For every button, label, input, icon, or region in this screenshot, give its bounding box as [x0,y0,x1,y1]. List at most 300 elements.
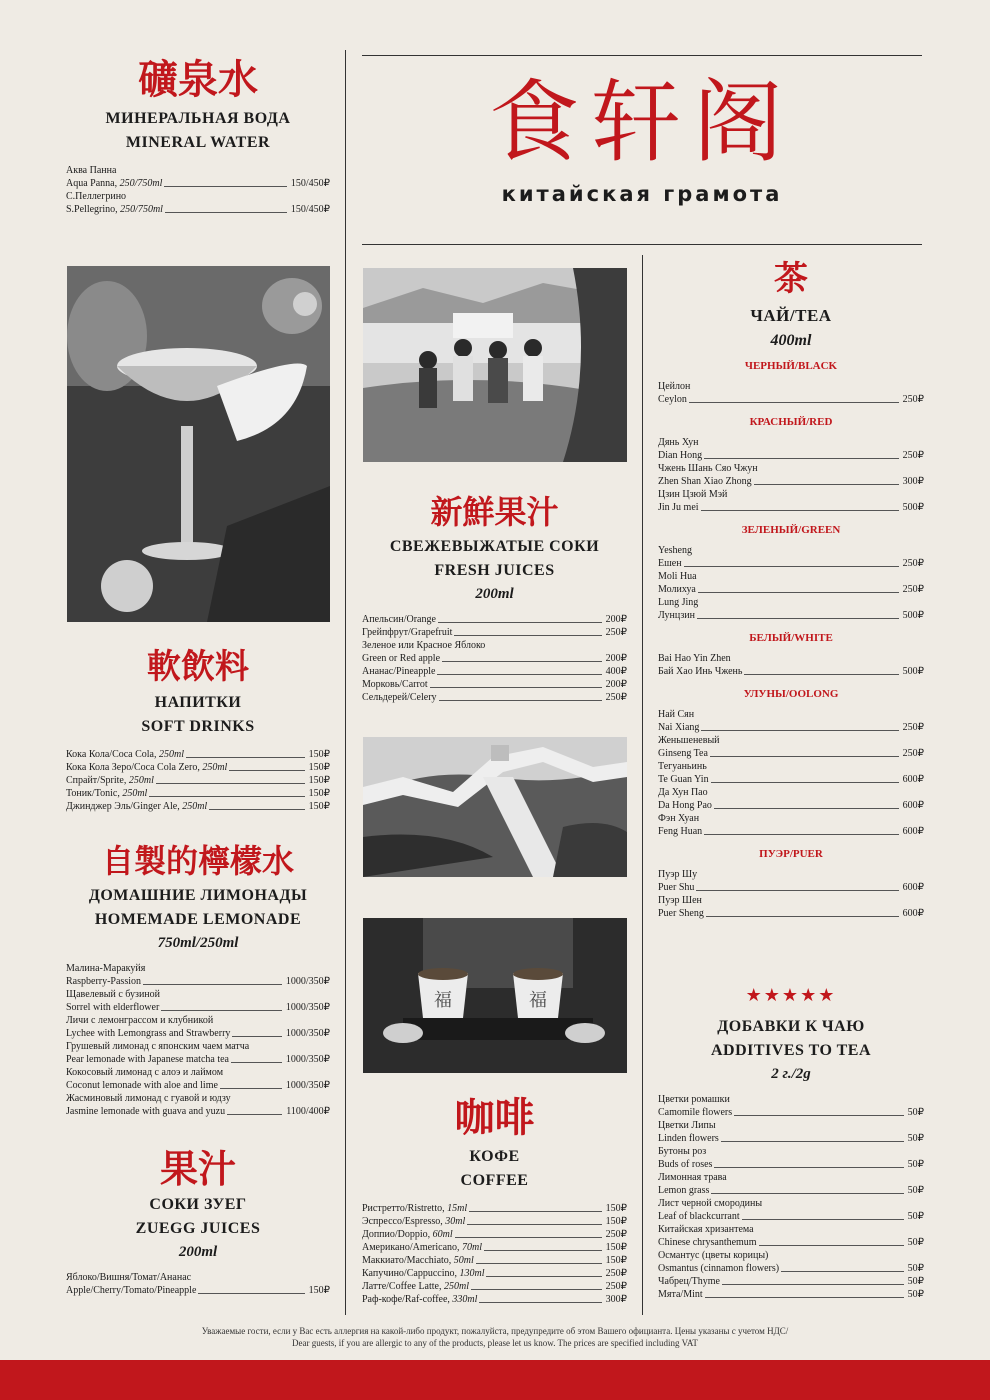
item-price: 1000/350₽ [285,976,330,987]
fresh-juices-title-ru: СВЕЖЕВЫЖАТЫЕ СОКИ [389,538,600,555]
dot-leader [455,1237,602,1238]
item-price: 50₽ [907,1276,924,1287]
item-price: 250₽ [902,394,924,405]
item-price: 1000/350₽ [285,1054,330,1065]
dot-leader [684,566,899,567]
item-price: 200₽ [605,653,627,664]
tea-item [658,557,924,570]
additives-title-ru: ДОБАВКИ К ЧАЮ [717,1018,865,1035]
item-label: Puer Shu [658,882,695,893]
item-name [658,799,712,812]
fresh-juice-item [362,652,627,665]
item-name [362,1254,474,1267]
item-name [362,1293,477,1306]
item-price: 500₽ [902,666,924,677]
item-name [66,1079,218,1092]
item-price: 150₽ [308,788,330,799]
item-name [66,800,207,813]
soft-drinks-title-ru: НАПИТКИ [154,694,242,711]
item-name [658,1262,779,1275]
dot-leader [710,756,899,757]
tea-groups [658,360,924,920]
item-name [658,449,702,462]
lemonade-volume: 750ml/250ml [157,935,239,951]
tea-volume: 400ml [770,332,812,349]
item-name [66,1001,159,1014]
item-label: Ристретто/Ristretto, [362,1203,445,1214]
item-name [658,1210,740,1223]
item-price: 250₽ [902,722,924,733]
item-volume: 50ml [451,1255,474,1266]
item-label: Доппио/Doppio, [362,1229,431,1240]
zuegg-hanzi: 果汁 [159,1146,236,1191]
coffee-hanzi: 咖啡 [454,1094,535,1141]
zuegg-item [66,1284,330,1297]
tea-item [658,393,924,406]
dot-leader [689,402,899,403]
tea-item [658,721,924,734]
item-price: 1000/350₽ [285,1002,330,1013]
item-price: 250₽ [605,1229,627,1240]
dot-leader [721,1141,904,1142]
tea-hanzi: 茶 [774,259,808,299]
brand-logo: 食轩阁 [489,70,795,175]
item-volume: 30ml [442,1216,466,1227]
item-label: Chinese chrysanthemum [658,1237,757,1248]
allergy-notice [0,1325,990,1349]
item-label: Feng Huan [658,826,703,837]
tea-group-list [658,868,924,920]
item-label: Osmantus (cinnamon flowers) [658,1263,780,1274]
item-name [658,1106,732,1119]
item-name [658,1158,712,1171]
item-name [362,652,440,665]
item-label: Apple/Cherry/Tomato/Pineapple [66,1285,197,1296]
dot-leader [704,834,898,835]
item-price: 500₽ [902,610,924,621]
item-name [66,203,163,216]
item-price: 50₽ [907,1237,924,1248]
item-volume: 130ml [456,1268,485,1279]
tea-group-label: ПУЭР/PUER [759,848,823,860]
tea-group-list [658,708,924,838]
mineral-water-item-ru: С.Пеллегрино [66,191,127,202]
zuegg-volume: 200ml [178,1244,218,1260]
item-label: Тоник/Tonic, [66,788,120,799]
item-label: Buds of roses [658,1159,713,1170]
item-volume: 250/750ml [117,204,163,215]
item-label: Мята/Mint [658,1289,703,1300]
item-name [362,665,435,678]
dot-leader [711,782,899,783]
mineral-water-hanzi: 礦泉水 [138,56,258,103]
item-name [66,1053,229,1066]
item-name [66,787,147,800]
dot-leader [437,674,601,675]
item-price: 50₽ [907,1133,924,1144]
item-name [658,825,702,838]
item-label: Латте/Coffee Latte, [362,1281,442,1292]
mineral-water-item [66,203,330,216]
item-name [66,177,162,190]
dot-leader [714,808,899,809]
mineral-water-title-en: MINERAL WATER [125,134,271,151]
tea-item-ru: Да Хун Пао [658,787,708,798]
item-name [66,1027,230,1040]
tea-item-ru: Пуэр Шен [658,895,702,906]
item-label: Dian Hong [658,450,703,461]
additive-item [658,1288,924,1301]
tea-cups-illustration [363,918,627,1073]
tea-item [658,609,924,622]
dot-leader [698,592,899,593]
item-name [658,393,687,406]
item-price: 150₽ [308,762,330,773]
zuegg-section [66,1146,330,1297]
lemonade-item [66,975,330,988]
soft-drinks-title-en: SOFT DRINKS [141,718,255,735]
tea-item [658,583,924,596]
dot-leader [232,1036,281,1037]
soft-drinks-hanzi: 軟飲料 [147,647,249,687]
dot-leader [759,1245,904,1246]
dot-leader [467,1224,601,1225]
coffee-item [362,1228,627,1241]
coffee-item [362,1267,627,1280]
item-price: 600₽ [902,882,924,893]
item-price: 200₽ [605,614,627,625]
additive-item-ru: Цветки ромашки [658,1094,730,1105]
item-price: 500₽ [902,502,924,513]
tea-item-ru: Moli Hua [658,571,697,582]
dot-leader [186,757,305,758]
additive-item [658,1132,924,1145]
dot-leader [742,1219,904,1220]
dot-leader [711,1193,903,1194]
additive-item [658,1236,924,1249]
tea-item-ru: Цейлон [658,381,691,392]
coffee-item [362,1293,627,1306]
item-name [66,774,154,787]
tea-item-ru: Дянь Хун [658,437,699,448]
item-price: 250₽ [605,627,627,638]
tea-group-list [658,436,924,514]
dot-leader [161,1010,282,1011]
item-price: 300₽ [605,1294,627,1305]
tea-item [658,799,924,812]
fresh-juices-list [362,613,627,704]
dot-leader [165,212,287,213]
item-price: 150₽ [308,801,330,812]
item-volume: 60ml [430,1229,453,1240]
soft-drink-item [66,774,330,787]
tea-item [658,449,924,462]
additive-item [658,1275,924,1288]
fresh-juice-item [362,678,627,691]
coffee-title-ru: КОФЕ [469,1148,520,1165]
tea-cups-photo [363,918,627,1073]
header-rule-bottom [362,244,922,245]
additive-item [658,1158,924,1171]
tea-item [658,881,924,894]
item-label: Aqua Panna, [66,178,118,189]
lemonade-item-ru: Грушевый лимонад с японским чаем матча [66,1041,250,1052]
coffee-item [362,1280,627,1293]
item-price: 150₽ [605,1216,627,1227]
mineral-water-title-ru: МИНЕРАЛЬНАЯ ВОДА [105,110,291,127]
tea-item [658,665,924,678]
item-label: Сельдерей/Celery [362,692,437,703]
additive-item-ru: Лист черной смородины [658,1198,763,1209]
mineral-water-item-ru: Аква Панна [66,165,117,176]
rating-stars: ★★★★★ [745,985,837,1006]
item-name [362,1215,465,1228]
item-price: 150₽ [308,1285,330,1296]
additive-item [658,1106,924,1119]
item-price: 600₽ [902,800,924,811]
tea-group-label: ЧЕРНЫЙ/BLACK [744,360,838,372]
item-label: Te Guan Yin [658,774,709,785]
tea-item-ru: Най Сян [658,709,695,720]
tea-item [658,747,924,760]
soft-drink-item [66,800,330,813]
item-label: Кока Кола/Coca Cola, [66,749,157,760]
dot-leader [696,890,898,891]
zuegg-item-ru: Яблоко/Вишня/Томат/Ананас [66,1272,192,1283]
additives-list [658,1093,924,1301]
tea-item-ru: Тегуаньинь [658,761,707,772]
dot-leader [706,916,899,917]
item-name [66,975,141,988]
additive-item-ru: Бутоны роз [658,1146,707,1157]
item-price: 250₽ [605,1268,627,1279]
item-label: Американо/Americano, [362,1242,460,1253]
dot-leader [439,700,602,701]
item-price: 150₽ [605,1203,627,1214]
lemonade-hanzi: 自製的檸檬水 [101,842,294,880]
cocktail-photo [67,266,330,622]
tea-section [658,259,924,920]
item-price: 250₽ [902,450,924,461]
tea-item [658,475,924,488]
dot-leader [227,1114,282,1115]
tea-item-ru: Пуэр Шу [658,869,698,880]
item-price: 50₽ [907,1107,924,1118]
item-name [658,583,696,596]
item-label: Linden flowers [658,1133,719,1144]
zuegg-title-en: ZUEGG JUICES [135,1220,261,1237]
item-volume: 250ml [156,749,184,760]
dot-leader [220,1088,282,1089]
item-label: Чабрец/Thyme [658,1276,720,1287]
lemonade-title-ru: ДОМАШНИЕ ЛИМОНАДЫ [88,887,308,904]
dot-leader [714,1167,903,1168]
coffee-list [362,1202,627,1306]
item-name [66,1284,196,1297]
item-label: Кока Кола Зеро/Coca Cola Zero, [66,762,200,773]
item-name [658,1236,757,1249]
tea-group-list [658,652,924,678]
item-price: 1100/400₽ [286,1106,330,1117]
item-label: Эспрессо/Espresso, [362,1216,443,1227]
item-name [658,881,694,894]
item-price: 150₽ [605,1242,627,1253]
lemonade-title-en: HOMEMADE LEMONADE [94,911,302,928]
lemonade-item-ru: Щавелевый с бузиной [66,989,160,1000]
item-label: Маккиато/Macchiato, [362,1255,452,1266]
item-name [362,613,436,626]
tea-item-ru: Bai Hao Yin Zhen [658,653,731,664]
vintage-photo-illustration [363,268,627,462]
lemonade-item-ru: Личи с лемонграссом и клубникой [66,1015,214,1026]
additive-item-ru: Османтус (цветы корицы) [658,1250,769,1261]
item-label: Бай Хао Инь Чжень [658,666,743,677]
item-label: Sorrel with elderflower [66,1002,160,1013]
dot-leader [198,1293,304,1294]
coffee-item [362,1254,627,1267]
allergy-notice-ru: Уважаемые гости, если у Вас есть аллергия на какой-либо продукт, пожалуйста, предупредите об этом Вашего официанта. Цены указаны с учетом НДС/ [201,1326,789,1336]
item-volume: 250ml [179,801,208,812]
item-label: Ешен [658,558,682,569]
fresh-juice-item [362,626,627,639]
dot-leader [469,1211,602,1212]
item-label: Lemon grass [658,1185,710,1196]
item-name [658,665,742,678]
dot-leader [149,796,304,797]
item-name [658,773,709,786]
dot-leader [781,1271,904,1272]
fresh-juices-section [362,493,627,704]
item-price: 150₽ [308,775,330,786]
item-name [362,626,452,639]
item-price: 200₽ [605,679,627,690]
lemonade-item-ru: Малина-Маракуйя [66,963,146,974]
item-label: Раф-кофе/Raf-coffee, [362,1294,450,1305]
item-name [658,609,695,622]
soft-drinks-list [66,748,330,813]
item-volume: 250ml [441,1281,469,1292]
item-volume: 70ml [459,1242,483,1253]
item-label: Капучино/Cappuccino, [362,1268,457,1279]
tea-item-ru: Цзин Цзюй Мэй [658,489,728,500]
item-price: 1000/350₽ [285,1028,330,1039]
item-price: 250₽ [902,558,924,569]
item-name [658,907,704,920]
dot-leader [744,674,898,675]
fresh-juice-item [362,691,627,704]
tea-group-label: КРАСНЫЙ/RED [749,416,833,428]
additives-title-en: ADDITIVES TO TEA [710,1042,872,1059]
item-price: 1000/350₽ [285,1080,330,1091]
dot-leader [701,730,898,731]
divider-left [345,50,346,1315]
item-label: Спрайт/Sprite, [66,775,127,786]
additive-item-ru: Китайская хризантема [658,1224,754,1235]
item-price: 50₽ [907,1185,924,1196]
item-label: Raspberry-Passion [66,976,141,987]
lemonade-item-ru: Жасминовый лимонад с гуавой и юдзу [66,1093,231,1104]
coffee-item [362,1215,627,1228]
item-volume: 250ml [126,775,154,786]
additive-item-ru: Лимонная трава [658,1172,727,1183]
item-label: Green or Red apple [362,653,441,664]
bottom-red-bar [0,1360,990,1400]
soft-drink-item [66,748,330,761]
item-label: Лунцзин [658,610,696,621]
item-label: Nai Xiang [658,722,700,733]
coffee-section [362,1094,627,1306]
tea-item [658,907,924,920]
item-price: 150₽ [308,749,330,760]
great-wall-illustration [363,737,627,877]
soft-drinks-section [66,647,330,813]
item-name [658,475,752,488]
tea-item-ru: Женьшеневый [658,735,720,746]
item-label: Zhen Shan Xiao Zhong [658,476,752,487]
item-price: 250₽ [605,1281,627,1292]
tea-item-ru: Фэн Хуан [658,813,700,824]
tea-item-ru: Lung Jing [658,597,699,608]
tea-item [658,501,924,514]
allergy-notice-en: Dear guests, if you are allergic to any of the products, please let us know. The prices are specified including VAT [292,1338,698,1348]
item-name [658,1288,703,1301]
svg-text:福: 福 [434,990,452,1011]
item-label: Lychee with Lemongrass and Strawberry [66,1028,231,1039]
mineral-water-list [66,164,330,216]
dot-leader [442,661,602,662]
fresh-juice-item [362,613,627,626]
dot-leader [156,783,305,784]
fresh-juices-volume: 200ml [475,586,514,602]
zuegg-list [66,1271,330,1297]
item-label: Pear lemonade with Japanese matcha tea [66,1054,229,1065]
dot-leader [229,770,304,771]
great-wall-photo [363,737,627,877]
tea-group-label: БЕЛЫЙ/WHITE [749,632,833,644]
dot-leader [697,618,899,619]
dot-leader [734,1115,903,1116]
item-volume: 250ml [119,788,148,799]
dot-leader [705,1297,904,1298]
item-name [362,678,428,691]
coffee-item [362,1241,627,1254]
item-price: 50₽ [907,1211,924,1222]
dot-leader [209,809,304,810]
item-volume: 250ml [199,762,228,773]
item-name [66,1105,225,1118]
fresh-juices-hanzi: 新鮮果汁 [430,493,559,531]
item-label: Молихуа [658,584,696,595]
dot-leader [722,1284,904,1285]
item-label: Джинджер Эль/Ginger Ale, [66,801,180,812]
additive-item [658,1210,924,1223]
fresh-juice-item [362,665,627,678]
fresh-juice-item-ru: Зеленое или Красное Яблоко [362,640,486,651]
item-label: Puer Sheng [658,908,704,919]
additive-item [658,1262,924,1275]
item-name [658,1184,709,1197]
tea-group-label: УЛУНЫ/OOLONG [743,688,839,700]
item-name [362,1280,469,1293]
item-price: 400₽ [605,666,627,677]
additives-section [658,985,924,1301]
item-label: Ginseng Tea [658,748,708,759]
vintage-photo-women [363,268,627,462]
soft-drink-item [66,787,330,800]
coffee-item [362,1202,627,1215]
additives-volume: 2 г./2g [771,1066,811,1082]
item-name [66,761,227,774]
